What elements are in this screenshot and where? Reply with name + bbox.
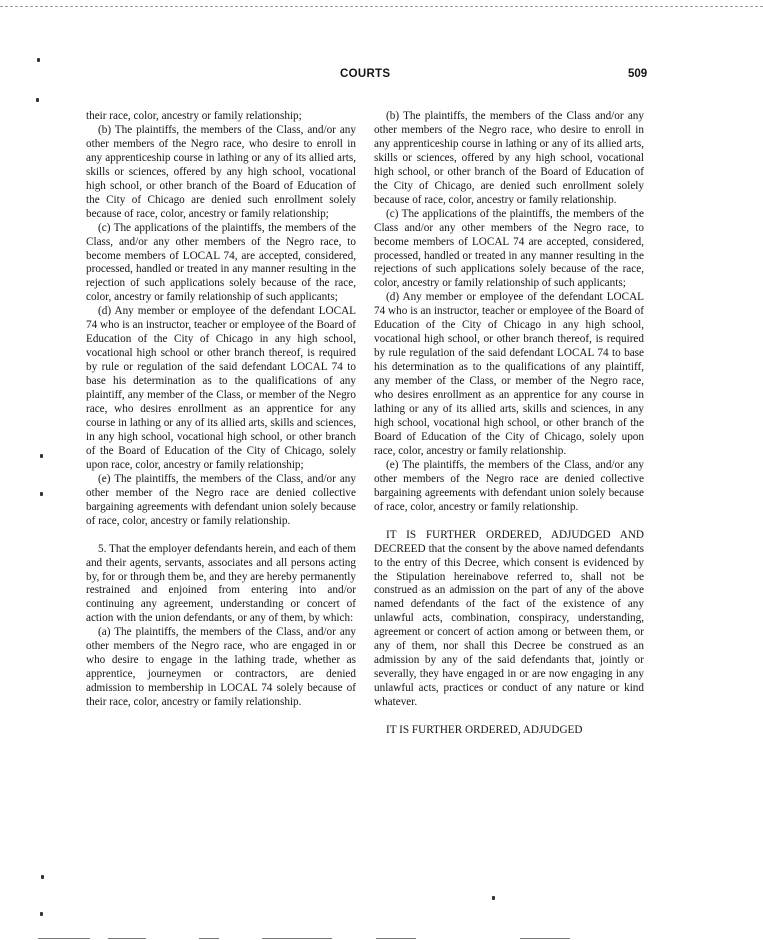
paragraph: (c) The applications of the plaintiffs, the members of the Class and/or any other members of the Negro race, to become members of LOCAL 74 are accepted, considered, processed, handled or treated in any manner resulting in the rejections of such applications solely because of the race, color, ancestry or family relationship of such applicants;	[374, 207, 644, 290]
scan-speck	[41, 875, 44, 879]
paragraph: (a) The plaintiffs, the members of the Class, and/or any other members of the Negro race, who are engaged in or who desire to engage in the lathing trade, whether as apprentice, journeymen or contractors, are denied admission to membership in LOCAL 74 solely because of their race, color, ancestry or family relationship.	[86, 626, 356, 709]
paragraph: (d) Any member or employee of the defendant LOCAL 74 who is an instructor, teacher or employee of the Board of Education of the City of Chicago in any high school, vocational high school or other branch thereof, is required by rule or regulation of the said defendant LOCAL 74 to base his determination as to the qualifications of any plaintiff, any member of the Class, or member of the Negro race, who desires enrollment as an apprentice for any course in lathing or any of its allied arts, skills and sciences, in any high school, vocational high school, or other branch of the Board of Education of the City of Chicago, solely upon race, color, ancestry or family relationship;	[86, 305, 356, 471]
scan-speck	[40, 912, 43, 916]
paragraph: their race, color, ancestry or family relationship;	[86, 110, 302, 122]
scan-top-edge	[0, 6, 763, 7]
page-header	[0, 68, 763, 84]
scan-speck	[36, 98, 39, 102]
scan-speck	[37, 58, 40, 62]
paragraph: 5. That the employer defendants herein, and each of them and their agents, servants, associates and all persons acting by, for or through them be, and they are hereby permanently restrained and enjoined from entering into and/or continuing any agreement, understanding or concert of action with the union defendants, or any of them, by which:	[86, 542, 356, 625]
scan-bottom-edge	[38, 938, 90, 939]
scan-bottom-edge	[108, 938, 146, 939]
right-column	[374, 110, 644, 738]
scan-bottom-edge	[520, 938, 570, 939]
paragraph: (b) The plaintiffs, the members of the Class and/or any other members of the Negro race, who desire to enroll in any apprenticeship course in lathing or any of its allied arts, skills or sciences, offered by any high school, vocational high school, or other branch of the Board of Education of the City of Chicago, are denied such enrollment solely because of race, color, ancestry or family relationship.	[374, 110, 644, 206]
scan-speck	[40, 454, 43, 458]
left-column	[86, 110, 356, 710]
paragraph: (d) Any member or employee of the defendant LOCAL 74 who is an instructor, teacher or employee of the Board of Education of the City of Chicago in any high school, vocational high school, or other branch thereof, is required by rule regulation of the said defendant LOCAL 74 to base his determination as to the qualifications of any plaintiff, any member of the Class, or member of the Negro race, who desires enrollment as an apprentice for any course in lathing or any of its allied arts, skills and sciences, in any high school, vocational high school, or other branch of the Board of Education of the City of Chicago, solely upon race, color, ancestry or family relationship.	[374, 291, 644, 457]
scan-bottom-edge	[262, 938, 332, 939]
scan-bottom-edge	[376, 938, 416, 939]
paragraph: IT IS FURTHER ORDERED, ADJUDGED	[386, 724, 583, 737]
scan-speck	[492, 896, 495, 900]
paragraph: (e) The plaintiffs, the members of the Class, and/or any other members of the Negro race are denied collective bargaining agreements with defendant union solely because of race, color, ancestry or family relationship.	[374, 458, 644, 513]
paragraph: (c) The applications of the plaintiffs, the members of the Class, and/or any other members of the Negro race, to become members of LOCAL 74, are accepted, considered, processed, handled or treated in any manner resulting in the rejection of such applications solely because of the race, color, ancestry or family relationship of such applicants;	[86, 221, 356, 304]
page-number: 509	[628, 68, 648, 80]
paragraph: IT IS FURTHER ORDERED, ADJUDGED AND DECREED that the consent by the above named defendants to the entry of this Decree, which consent is evidenced by the Stipulation hereinabove referred to, shall not be construed as an admission on the part of any of the above named defendants of the fact of the existence of any unlawful acts, combination, conspiracy, understanding, agreement or concert of action among or between them, or any of them, nor shall this Decree be construed as an admission by any of the said defendants that, jointly or severally, they have engaged in or are now engaging in any unlawful acts, practices or conduct of any nature or kind whatever.	[374, 528, 644, 709]
paragraph: (e) The plaintiffs, the members of the Class, and/or any other member of the Negro race are denied collective bargaining agreements with defendant union solely because of race, color, ancestry or family relationship.	[86, 472, 356, 527]
paragraph: (b) The plaintiffs, the members of the Class, and/or any other members of the Negro race, who desire to enroll in any apprenticeship course in lathing or any of its allied arts, skills or sciences, offered by any high school, vocational high school, or other branch of the Board of Education of the City of Chicago are denied such enrollment solely because of race, color, ancestry or family relationship;	[86, 123, 356, 220]
scan-speck	[40, 492, 43, 496]
scan-bottom-edge	[199, 938, 219, 939]
running-head: COURTS	[340, 68, 391, 80]
